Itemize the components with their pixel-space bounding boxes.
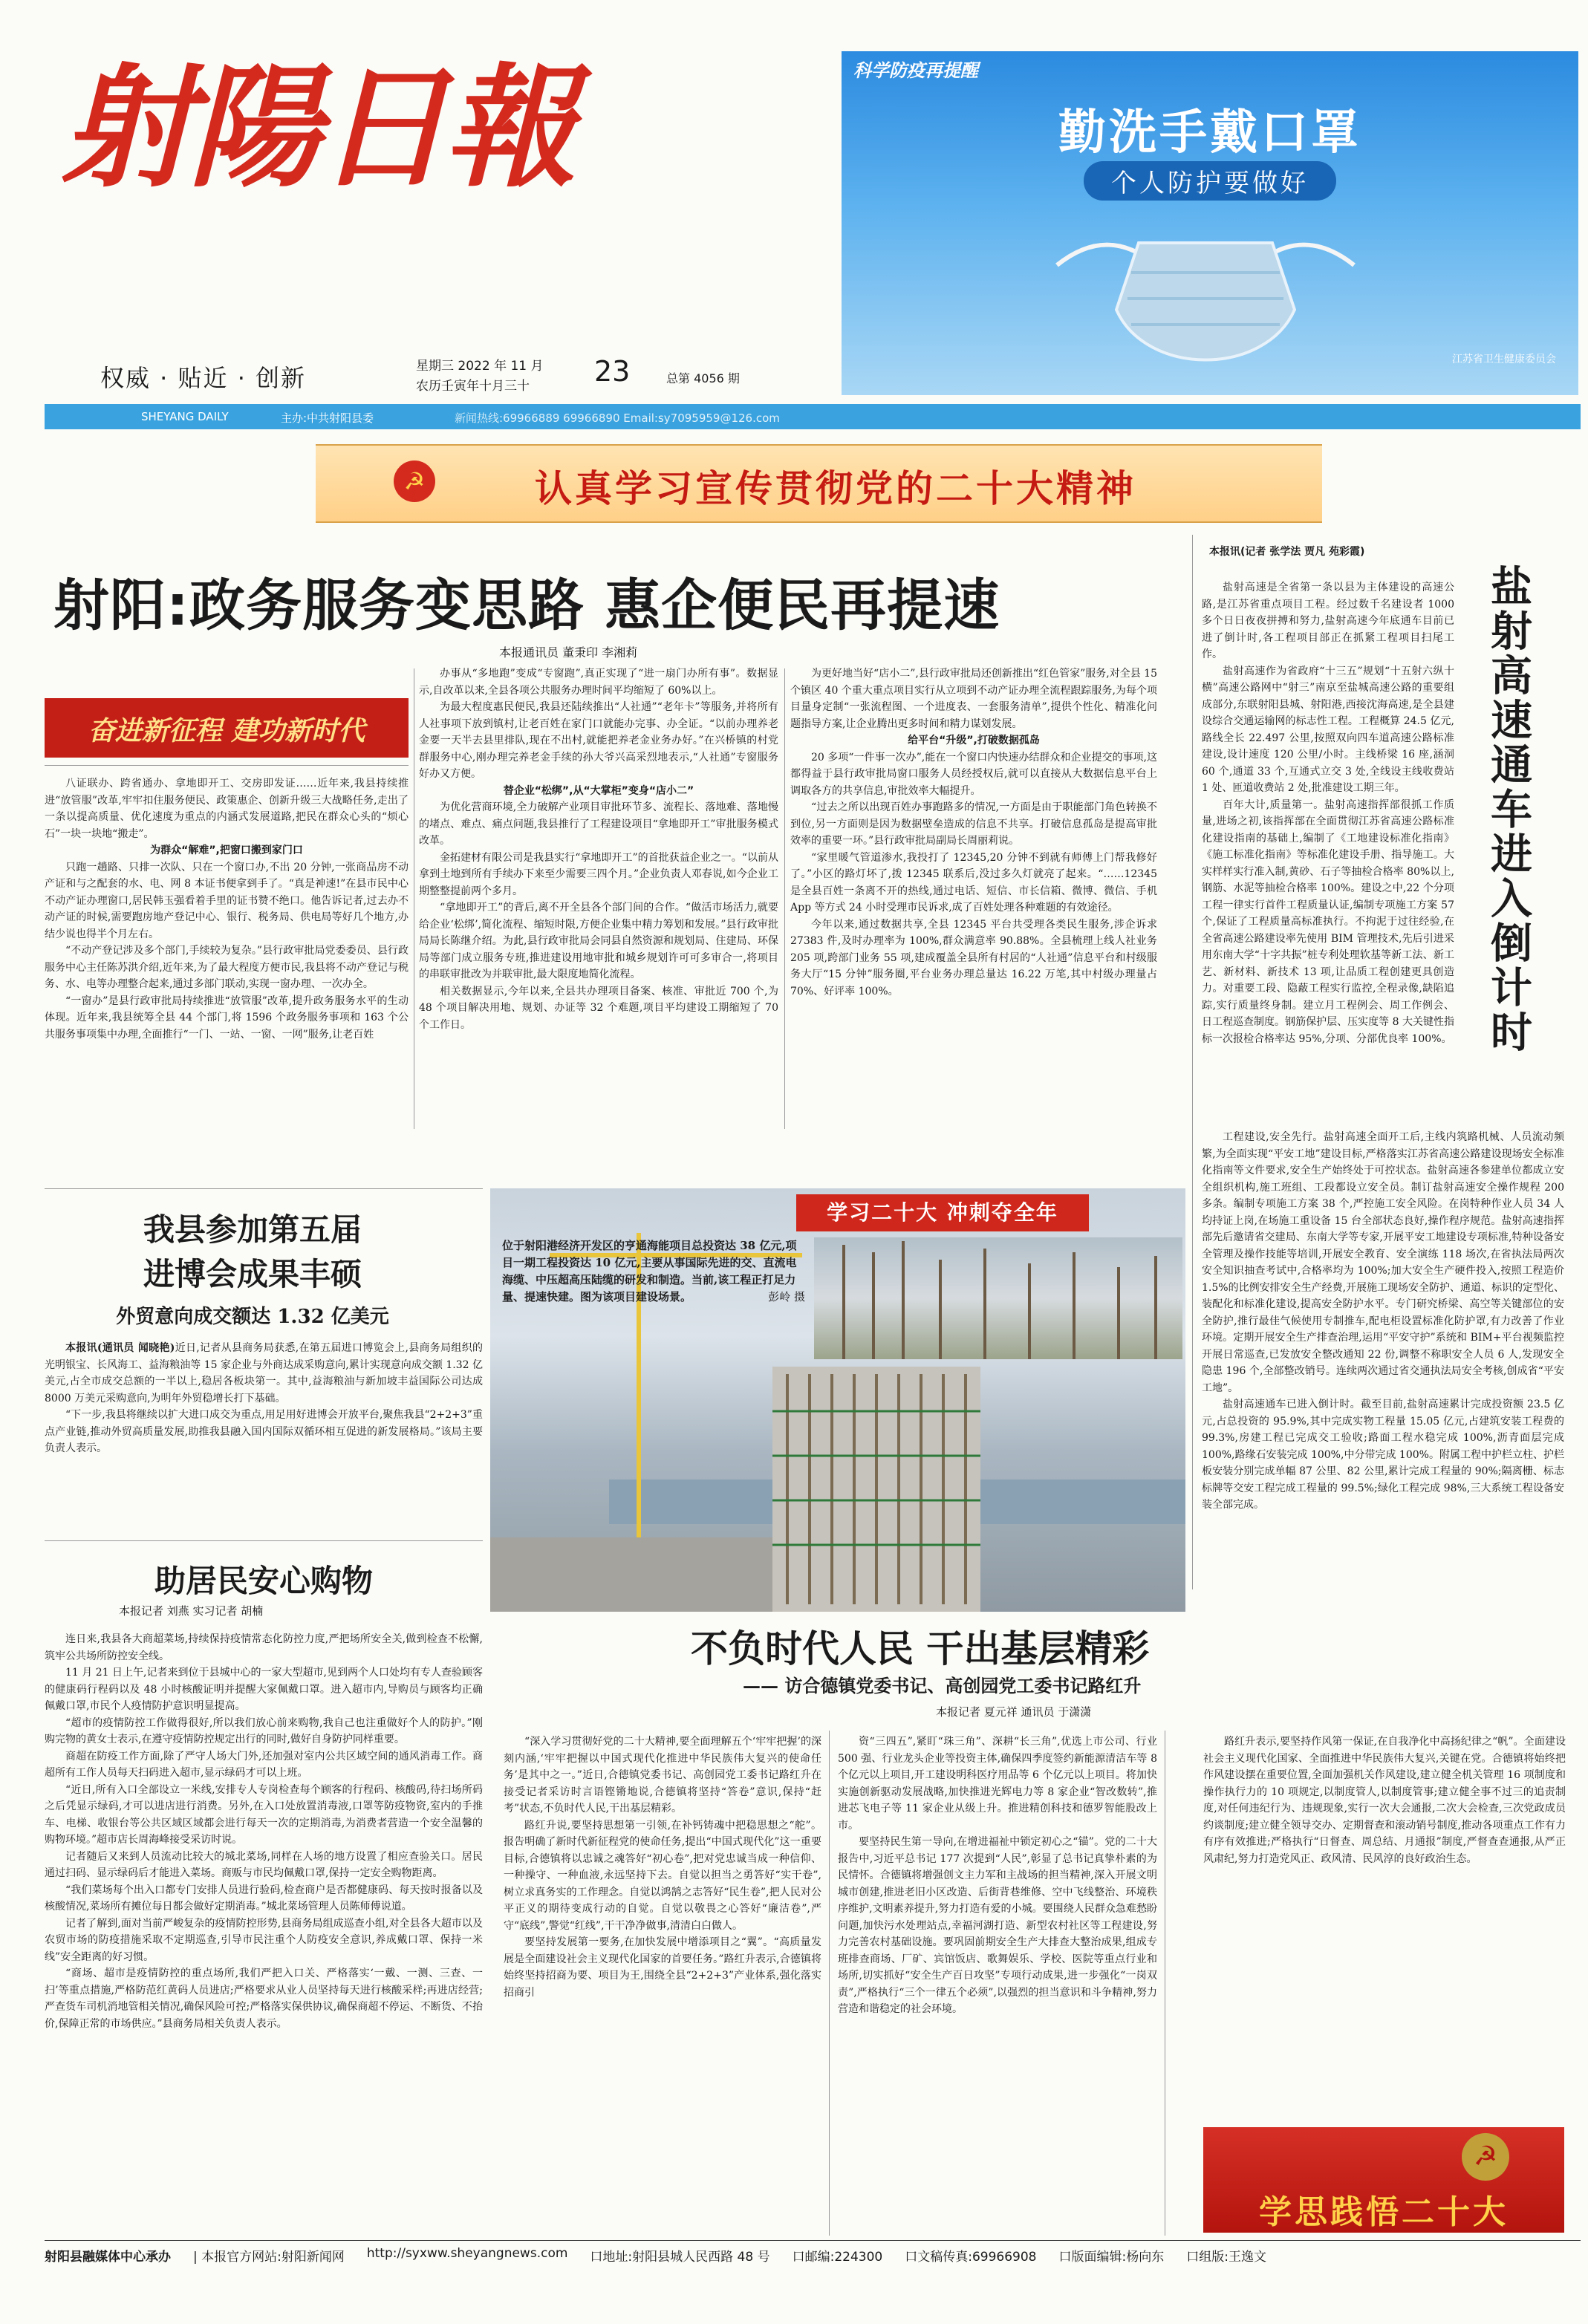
ad-headline: 勤洗手戴口罩: [1058, 105, 1361, 160]
highway-headline: 盐射高速通车进入倒计时: [1484, 564, 1532, 1055]
paragraph: “商场、超市是疫情防控的重点场所,我们严把入口关、严格落实‘一戴、一测、三查、一扫’等重点措施,严格防范红黄码人员进店;严格要求从业人员坚持每天进行核酸采样;再进店经营;严查货车司机消地管相关情况,确保风险可控;严格落实保供协议,确保商超不停运、不断货、不抬价,保障正常的市场供应。”县商务局相关负责人表示。: [45, 1967, 483, 2030]
paragraph: 今年以来,通过数据共享,全县 12345 平台共受理各类民生服务,涉企诉求 27383 件,及时办理率为 100%,群众满意率 90.88%。全县梳理上线人社业务 205 项,跨部门业务 55 项,建成覆盖全县所有村居的“人社通”信息平台和村级服务大厅“15 分钟”服务圈,平台业务办理总量达 16.22 万笔,其中村级办理量占 70%、好评率 100%。: [790, 918, 1157, 997]
party-emblem-icon: ☭: [394, 460, 435, 502]
photo-credit: 彭岭 摄: [768, 1290, 805, 1303]
expo-byline: 本报讯(通讯员 闻晓艳): [65, 1342, 175, 1354]
col-divider: [784, 668, 785, 1129]
paragraph: 盐射高速是全省第一条以县为主体建设的高速公路,是江苏省重点项目工程。经过数千名建设者 1000 多个日日夜夜拼搏和努力,盐射高速今年底通车目前已进了倒计时,各工程项目部正在抓紧工程项目扫尾工作。: [1202, 582, 1454, 660]
paragraph: 盐射高速通车已进入倒计时。截至目前,盐射高速累计完成投资额 23.5 亿元,占总投资的 95.9%,其中完成实物工程量 15.05 亿元,占建筑安装工程费的 99.3%,房建工程已完成交工验收;路面工程水稳完成 100%,沥青面层完成 100%,路缘石安装完成 100%,中分带完成 100%。附属工程中护栏立柱、护栏板安装分别完成单幅 87 公里、82 公里,累计完成工程量的 90%;隔离栅、标志标牌等交安工程完成工程量的 99.5%;绿化工程完成 98%,三大系统工程设备安装全部完成。: [1202, 1399, 1564, 1511]
footer-editor: 口版面编辑:杨向东: [1058, 2250, 1165, 2265]
paragraph: 八证联办、跨省通办、拿地即开工、交房即发证……近年来,我县持续推进“放管服”改革,牢牢扣住服务便民、政策惠企、创新升级三大战略任务,走出了一条以提高质量、优化速度为重点的内涵式发展道路,把民在群众心头的“烦心石”一块一块地“搬走”。: [45, 778, 409, 840]
party-emblem-icon: ☭: [1462, 2133, 1509, 2181]
paragraph: 11 月 21 日上午,记者来到位于县城中心的一家大型超市,见到两个人口处均有专人查验顾客的健康码行程码以及 48 小时核酸证明并提醒大家佩戴口罩。进入超市内,导购员与顾客均正确佩戴口罩,市民个人疫情防护意识明显提高。: [45, 1667, 483, 1712]
paragraph: 20 多项“一件事一次办”,能在一个窗口内快速办结群众和企业提交的事项,这都得益于县行政审批局窗口服务人员经授权后,就可以直接从大数据信息平台上调取各方的共享信息,审批效率大幅提升。: [790, 751, 1157, 797]
interview-column-1: [504, 1734, 821, 2001]
paragraph: 工程建设,安全先行。盐射高速全面开工后,主线内筑路机械、人员流动频繁,为全面实现“平安工地”建设目标,严格落实江苏省高速公路建设现场安全标准化指南等文件要求,安全生产始终处于可控状态。盐射高速各参建单位都成立安全组织机构,施工班组、工段都设立安全员。制订盐射高速安全操作规程 200 多条。编制专项施工方案 38 个,严控施工安全风险。在岗特种作业人员 34 人均持证上岗,在场施工重设备 15 台全部状态良好,操作程序规范。盐射高速指挥部先后邀请省交建局、东南大学等专家,开展平安工地建设专项标准,特种设备安全管理及操作技能等培训,开展安全教育、安全演练 118 场次,在省执法局两次安全知识抽查考试中,合格率均为 100%;加大安全生产硬件投入,按照工程造价 1.5%的比例安排安全生产经费,开展施工现场安全防护、通道、标识的定型化、装配化和标准化建设,提高安全防护水平。专门研究桥梁、高空等关键部位的安全防护,推行最佳气候使用专制推车,配电柜设置标准化防护罩,有力改善了作业环境。定期开展安全生产排查治理,运用“平安守护”系统和 BIM+平台视频监控开展日常巡查,已发放安全整改通知 22 份,调整不称职安全人员 6 人,发现安全隐患 196 个,全部整改销号。连续两次通过省交通执法局安全考核,创成省“平安工地”。: [1202, 1131, 1565, 1394]
paragraph: “不动产登记涉及多个部门,手续较为复杂。”县行政审批局党委委员、县行政服务中心主任陈苏洪介绍,近年来,为了最大程度方便市民,我县将不动产登记与税务、水、电等办理整合起来,通过多部门联动,实现一窗办理、一次办全。: [45, 945, 409, 990]
paragraph: “一窗办”是县行政审批局持续推进“放管服”改革,提升政务服务水平的生动体现。近年来,我县统筹全县 44 个部门,将 1596 个政务服务事项和 163 个公共服务事项集中办理,全面推行“一门、一站、一窗、一网”服务,让老百姓: [45, 995, 409, 1041]
paragraph: 为优化营商环境,全力破解产业项目审批环节多、流程长、落地难、落地慢的堵点、难点、痛点问题,我县推行了工程建设项目“拿地即开工”审批服务模式改革。: [419, 801, 778, 847]
safe-body: [45, 1631, 483, 2032]
expo-headline-line-1: 我县参加第五届: [143, 1211, 362, 1248]
info-bar: [45, 404, 1581, 429]
paragraph: 记者了解到,面对当前严峻复杂的疫情防控形势,县商务局组成巡查小组,对全县各大超市以及农贸市场的防疫措施采取不定期巡查,引导市民注重个人防疫安全意识,养成戴口罩、保持一米线”安全距离的好习惯。: [45, 1917, 483, 1963]
lead-column-2: [419, 665, 778, 1033]
lead-column-3: [790, 665, 1157, 1000]
section-rule: [45, 1540, 483, 1541]
highway-column-top: [1202, 579, 1454, 1047]
footer: [45, 2246, 1581, 2265]
paragraph: “过去之所以出现百姓办事跑路多的情况,一方面是由于职能部门角色转换不到位,另一方面则是因为数据壁垒造成的信息不共享。打破信息孤岛是提高审批效率的重要一环。”县行政审批局副局长周丽莉说。: [790, 801, 1157, 847]
paragraph: 连日来,我县各大商超菜场,持续保持疫情常态化防控力度,严把场所安全关,做到检查不松懈,筑牢公共场所防控安全线。: [45, 1633, 483, 1662]
masthead-weekday-date: 星期三 2022 年 11 月: [416, 359, 544, 374]
footer-host: 射阳县融媒体中心承办: [45, 2250, 171, 2265]
paragraph: 盐射高速作为省政府“十三五”规划“十五射六纵十横”高速公路网中“射三”南京至盐城高速公路的重要组成部分,东联射阳县城、射阳港,西接沈海高速,是全县建设综合交通运输网的标志性工程。工程概算 24.5 亿元,路线全长 22.497 公里,按照双向四车道高速公路标准建设,设计速度 120 公里/小时。主线桥梁 16 座,涵洞 60 个,通道 33 个,互通式立交 3 处,全线设主线收费站 1 处、匝道收费站 2 处,批准建设工期三年。: [1202, 665, 1454, 794]
expo-subtitle: 外贸意向成交额达 1.32 亿美元: [116, 1306, 389, 1328]
interview-headline: 不负时代人民 干出基层精彩: [691, 1627, 1150, 1670]
photo-tag: 学习二十大 冲刺夺全年: [796, 1194, 1089, 1231]
paragraph: “近日,所有入口全部设立一米线,安排专人专岗检查每个顾客的行程码、核酸码,待扫场所码之后凭显示绿码,才可以进店进行消费。另外,在入口处放置消毒液,口罩等防疫物资,室内的手推车、电梯、收银台等公共区域区域都会进行每天一次的定期消毒,为消费者营造一个安全温馨的购物环境。”超市店长周海峰接受采访时说。: [45, 1783, 483, 1846]
lead-column-1: [45, 775, 409, 1043]
paragraph: 资“三四五”,紧盯“珠三角”、深耕“长三角”,优选上市公司、行业 500 强、行业龙头企业等投资主体,确保四季度签约新能源清洁车等 8 个亿元以上项目,开工建设明科医疗用品等 6 个亿元以上项目。将加快实施创新驱动发展战略,加快推进光辉电力等 8 家企业“智改数转”,推进芯飞电子等 11 家企业从级上升。推进精创科技和德罗智能股改上市。: [838, 1736, 1157, 1832]
safe-byline: 本报记者 刘燕 实习记者 胡楠: [119, 1604, 264, 1618]
subheading: 替企业“松绑”,从“大掌柜”变身“店小二”: [503, 784, 694, 797]
paragraph: 办事从“多地跑”变成“专窗跑”,真正实现了“进一扇门办所有事”。数据显示,自改革以来,全县各项公共服务办理时间平均缩短了 60%以上。: [419, 668, 778, 697]
masthead-issue-number: 总第 4056 期: [666, 371, 740, 385]
lead-byline: 本报通讯员 董秉印 李湘莉: [499, 645, 638, 660]
lead-rule: [45, 765, 409, 766]
highway-column-bottom: [1202, 1129, 1564, 1514]
paragraph: “超市的疫情防控工作做得很好,所以我们放心前来购物,我自己也注重做好个人的防护。”刚购完物的黄女士表示,在遵守疫情防控规定出行的同时,做好自身防护同样重要。: [45, 1716, 483, 1745]
footer-rule: [45, 2240, 1581, 2241]
interview-subtitle: —— 访合德镇党委书记、高创园党工委书记路红升: [743, 1675, 1142, 1696]
paragraph: 为更好地当好“店小二”,县行政审批局还创新推出“红色管家”服务,对全县 15 个镇区 40 个重大重点项目实行从立项到不动产证办理全流程跟踪服务,为每个项目量身定制“一张流程图、一个进度表、一套服务清单”,提供个性化、精准化问题指导方案,让企业腾出更多时间和精力谋划发展。: [790, 668, 1157, 730]
masthead-slogan: 权威 · 贴近 · 创新: [100, 364, 307, 392]
column-badge-text: 奋进新征程 建功新时代: [88, 715, 365, 746]
footer-site: | 本报官方网站:射阳新闻网: [193, 2250, 345, 2265]
paragraph: “下一步,我县将继续以扩大进口成交为重点,用足用好进博会开放平台,聚焦我县“2+2+3”重点产业链,推动外贸高质量发展,助推我县融入国内国际双循环相互促进的新发展格局。”该局主要负责人表示。: [45, 1409, 483, 1454]
expo-headline: [45, 1208, 461, 1297]
photo-caption-text: 位于射阳港经济开发区的亨通海能项目总投资达 38 亿元,项目一期工程投资达 10 亿元,主要从事国际先进的交、直流电海缆、中压超高压陆缆的研发和制造。当前,该工程正打足力量、提速快建。图为该项目建设场景。: [502, 1239, 797, 1303]
interview-column-2: [838, 1734, 1157, 2018]
section-rule: [45, 1188, 483, 1189]
photo-caption: [502, 1237, 805, 1306]
expo-headline-line-2: 进博会成果丰硕: [143, 1256, 362, 1292]
study-badge-text: 学思践悟二十大: [1259, 2193, 1509, 2231]
paragraph: 本报讯(通讯员 闻晓艳)近日,记者从县商务局获悉,在第五届进口博览会上,县商务局组织的光明银宝、长风海工、益海粮油等 15 家企业与外商达成采购意向,累计实现意向成交额 1.32 亿美元,占全市成交总额的一半以上,稳居各板块第一。其中,益海粮油与新加坡丰益国际公司达成 8000 万美元采购意向,为明年外贸稳增长打下基础。: [45, 1342, 483, 1405]
ad-top-line: 科学防疫再提醒: [853, 59, 978, 81]
paragraph: “深入学习贯彻好党的二十大精神,要全面理解五个‘牢牢把握’的深刻内涵,‘牢牢把握以中国式现代化推进中华民族伟大复兴的使命任务’是其中之一。”近日,合德镇党委书记、高创园党工委书记路红升在接受记者采访时言语铿锵地说,合德镇将坚持“答卷”意识,保持“赶考”状态,不负时代人民,干出基层精彩。: [504, 1736, 821, 1814]
paragraph: 路红升表示,要坚持作风第一保证,在自我净化中高扬纪律之“帆”。全面建设社会主义现代化国家、全面推进中华民族伟大复兴,关键在党。合德镇将始终把作风建设摆在重要位置,全面加强机关作风建设,建立健全机关管理 16 项制度和操作执行力的 10 项规定,以制度管人,以制度管事;建立健全事不过三的追责制度,对任何违纪行为、违规现象,实行一次大会通报,二次大会检查,三次党政成员约谈制度;建立健全领导交办、定期督查和滚动销号制度,推动各项重点工作有力有序有效推进;严格执行“日督查、周总结、月通报”制度,严督查查通报,从严正风肃纪,努力打造党风正、政风清、民风淳的良好政治生态。: [1203, 1736, 1566, 1865]
ad-org: 江苏省卫生健康委员会: [1452, 354, 1556, 365]
col-divider: [829, 1731, 830, 2236]
masthead-logo: 射陽日報: [61, 50, 572, 205]
paragraph: “我们菜场每个出入口都专门安排人员进行验码,检查商户是否都健康码、每天按时报备以及核酸情况,菜场所有摊位每日都会做好定期消毒。”城北菜场管理人员陈师傅说道。: [45, 1884, 483, 1913]
paragraph: “拿地即开工”的背后,离不开全县各个部门间的合作。“做活市场活力,就要给企业‘松绑’,简化流程、缩短时限,方便企业集中精力筹划和发展。”县行政审批局局长陈继介绍。为此,县行政审批局会同县自然资源和规划局、住建局、环保局等部门成立服务专班,推进建设用地审批和城乡规划许可可多审合一,将项目的串联审批改为并联审批,最大限度地简化流程。: [419, 902, 778, 980]
highway-byline: 本报讯(记者 张学法 贾凡 苑彩霞): [1209, 546, 1365, 558]
face-mask-icon: [1050, 213, 1361, 384]
paragraph: 金拓建材有限公司是我县实行“拿地即开工”的首批获益企业之一。“以前从拿到土地到所有手续办下来至少需要三四个月。”企业负责人邓春说,如今企业工期整整提前两个多月。: [419, 851, 778, 897]
right-divider: [1192, 535, 1193, 1589]
interview-byline: 本报记者 夏元祥 通讯员 于潇潇: [936, 1705, 1092, 1719]
ad-subline: 个人防护要做好: [1084, 161, 1336, 201]
masthead-day: 23: [594, 355, 631, 388]
info-bar-sponsor: 主办:中共射阳县委: [281, 411, 374, 425]
subheading: 为群众“解难”,把窗口搬到家门口: [150, 844, 303, 856]
banner-text: 认真学习宣传贯彻党的二十大精神: [535, 466, 1136, 510]
photo-inset: [814, 1237, 1182, 1359]
health-ad: [842, 51, 1578, 395]
paragraph: 只跑一趟路、只排一次队、只在一个窗口办,不出 20 分钟,一张商品房不动产证和与之配套的水、电、网 8 本证书便拿到手了。“真是神速!”在县市民中心不动产证办理窗口,居民韩玉强看着手里的证书赞不绝口。他告诉记者,过去办不动产证的时候,需要跑房地产登记中心、银行、税务局、供电局等好几个地方,办结少说也得半个月左右。: [45, 861, 409, 940]
rebar-columns-graphic: [814, 1237, 1182, 1359]
footer-layout: 口组版:王逸文: [1186, 2250, 1266, 2265]
expo-body: [45, 1340, 483, 1457]
paragraph: 路红升说,要坚持思想第一引领,在补钙铸魂中把稳思想之“舵”。报告明确了新时代新征程党的使命任务,提出“中国式现代化”这一重要目标,合德镇将以忠诚之魂答好“初心卷”,把对党忠诚当成一种信仰、一种操守、一种血液,永远坚持下去。自觉以担当之勇答好“实干卷”,树立求真务实的工作理念。自觉以鸿鹄之志答好“民生卷”,把人民对公平正义的期待变成行动的自觉。自觉以敬畏之心答好“廉洁卷”,严守“底线”,警觉“红线”,干干净净做事,清清白白做人。: [504, 1819, 821, 1932]
info-bar-contacts: 新闻热线:69966889 69966890 Email:sy7095959@126.com: [455, 411, 780, 425]
interview-column-3: [1203, 1734, 1566, 1867]
paragraph: 为最大程度惠民便民,我县还陆续推出“人社通”“老年卡”等服务,并将所有人社事项下放到镇村,让老百姓在家门口就能办完事、办全证。“以前办理养老金要一天半去县里排队,现在不出村,就能把养老金业务办好。”在兴桥镇的村党群服务中心,刚办理完养老金手续的孙大爷兴高采烈地表示,“人社通”专窗服务好办又方便。: [419, 701, 778, 780]
paragraph: 百年大计,质量第一。盐射高速指挥部很抓工作质量,进场之初,该指挥部在全面贯彻江苏省高速公路标准化建设指南的基础上,编制了《工地建设标准化指南》《施工标准化指南》等标准化建设手册、指导施工。大实样样实行准入制,黄砂、石子等抽检合格率 80%以上,钢筋、水泥等抽检合格率 100%。建设之中,22 个分项工程一律实行首件工程质量认证,编制专项施工方案 57 个,保证了工程质量高标准执行。不拘泥于过往经验,在全省高速公路建设率先使用 BIM 管理技术,先后引进采用东南大学“十字共振”桩专利处理软基等新工法、新工艺、新材料、新技术 13 项,让品质工程创建更具创造力。对重要工段、隐蔽工程实行监控,全程录像,缺陷追踪,实行质量终身制。建立月工程例会、周工作例会、日工程巡查制度。钢筋保护层、压实度等 8 大关键性指标一次报检合格率达 95%,分项、分部优良率 100%。: [1202, 798, 1454, 1045]
paragraph: 要坚持民生第一导向,在增进福祉中锁定初心之“锚”。党的二十大报告中,习近平总书记 177 次提到“人民”,彰显了总书记真挚朴素的为民情怀。合德镇将增强创文主力军和主战场的担当精神,深入开展文明城市创建,推进老旧小区改造、后街背巷维修、空中飞线整治、环境秩序维护,文明素养提升,努力打造有爱的小城。要围绕人民群众急难愁盼问题,加快污水处理站点,幸福河湖打造、新型农村社区等工程建设,努力完善农村基础设施。要巩固前期安全生产大排查大整治成果,组成专班排查商场、厂矿、宾馆饭店、歌舞娱乐、学校、医院等重点行业和场所,切实抓好“安全生产百日攻坚”专项行动成果,进一步强化“一岗双责”,严格执行“三个一律五个必须”,以强烈的担当意识和斗争精神,努力营造和谐稳定的社会环境。: [838, 1836, 1157, 2015]
masthead-lunar-date: 农历壬寅年十月三十: [416, 379, 530, 394]
paragraph: 记者随后又来到人员流动比较大的城北菜场,同样在人场的地方设置了相应查验关口。居民通过扫码、显示绿码后才能进入菜场。商贩与市民均佩戴口罩,保持一定安全购物距离。: [45, 1850, 483, 1879]
footer-postcode: 口邮编:224300: [792, 2250, 883, 2265]
footer-fax: 口文稿传真:69966908: [905, 2250, 1037, 2265]
safe-headline: 助居民安心购物: [154, 1563, 373, 1599]
lead-headline: 射阳:政务服务变思路 惠企便民再提速: [53, 573, 1000, 638]
paragraph: “家里暖气管道渗水,我投打了 12345,20 分钟不到就有师傅上门帮我修好了。”小区的路灯坏了,拨 12345 联系后,没过多久灯就亮了起来。“……12345 是全县百姓一条离不开的热线,通过电话、短信、市长信箱、微博、微信、手机 App 等方式 24 小时受理市民诉求,成了百姓处理各种难题的有效途径。: [790, 851, 1157, 914]
paragraph: 要坚持发展第一要务,在加快发展中增添项目之“翼”。“高质量发展是全面建设社会主义现代化国家的首要任务。”路红升表示,合德镇将始终坚持招商为要、项目为王,围绕全县“2+2+3”产业体系,强化落实招商引: [504, 1936, 821, 1999]
info-bar-name: SHEYANG DAILY: [141, 410, 229, 423]
subheading: 给平台“升级”,打破数据孤岛: [908, 735, 1040, 746]
footer-address: 口地址:射阳县城人民西路 48 号: [590, 2250, 770, 2265]
footer-url-link[interactable]: http://syxww.sheyangnews.com: [366, 2246, 568, 2261]
paragraph: 相关数据显示,今年以来,全县共办理项目备案、核准、审批近 700 个,为 48 个项目解决用地、规划、办证等 32 个难题,项目平均建设工期缩短了 70 个工作日。: [419, 985, 778, 1031]
paragraph: 商超在防疫工作方面,除了严守人场大门外,还加强对室内公共区域空间的通风消毒工作。商超所有工作人员每天扫码进入超市,显示绿码才可以上班。: [45, 1750, 483, 1779]
